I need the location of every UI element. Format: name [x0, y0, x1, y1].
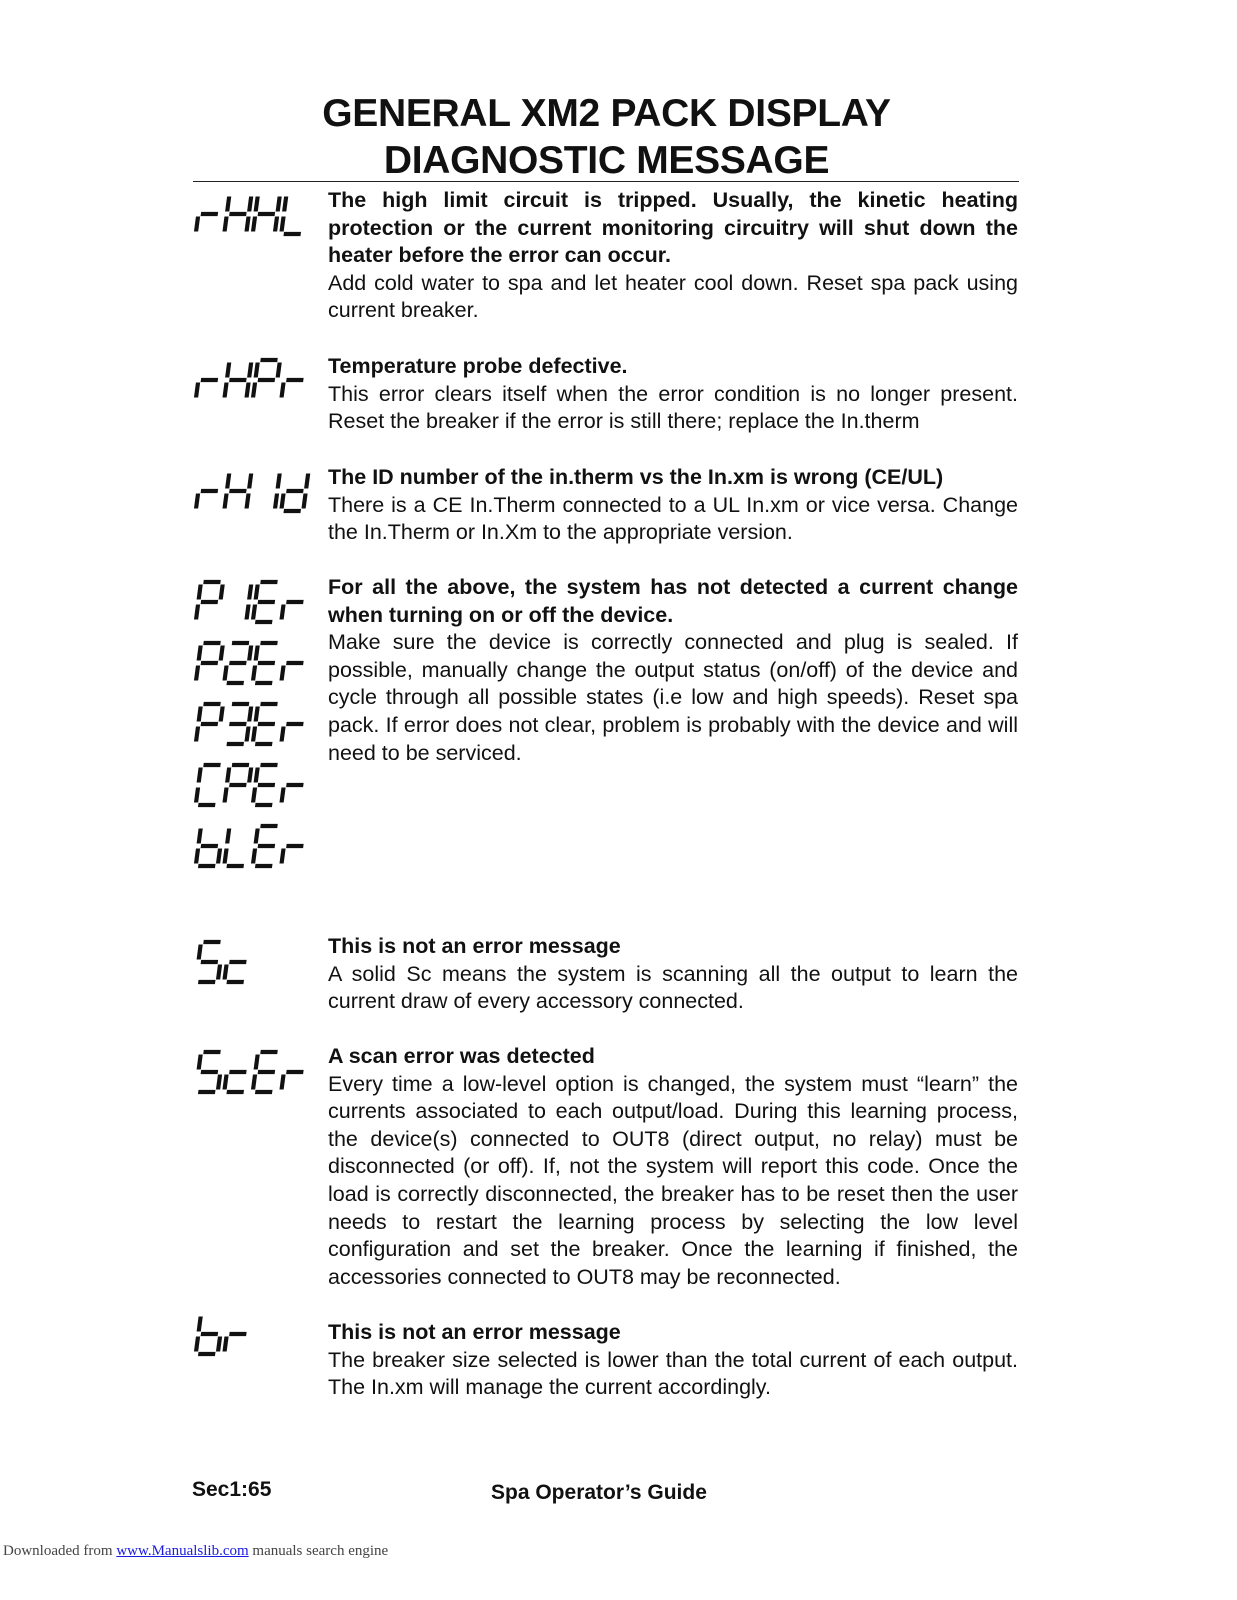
- segment: [196, 849, 198, 864]
- segment-digit: [196, 491, 218, 509]
- segment-digit: [196, 704, 223, 742]
- entry-heading: A scan error was detected: [328, 1044, 595, 1068]
- segment: [253, 1075, 255, 1090]
- segment-digit: [224, 829, 248, 867]
- segment: [227, 474, 229, 489]
- segment: [225, 666, 227, 681]
- entry-body: This error clears itself when the error condition is no longer present. Reset the breaker if the error is still there; replace the In.therm: [328, 381, 1018, 434]
- segment: [199, 768, 201, 783]
- segment: [247, 605, 249, 620]
- error-code-display-br: [193, 1310, 264, 1358]
- diagnostic-entry-temp-probe: [328, 353, 1018, 436]
- segment: [225, 217, 227, 232]
- segment: [284, 197, 286, 212]
- segment: [218, 1337, 220, 1352]
- segment-digit: [196, 1317, 223, 1355]
- download-suffix: manuals search engine: [248, 1543, 389, 1559]
- segment: [253, 788, 255, 803]
- page-title-line-1: GENERAL XM2 PACK DISPLAY: [322, 92, 891, 135]
- segment: [199, 829, 201, 844]
- segment: [282, 217, 284, 232]
- seven-segment-code: [193, 1048, 321, 1096]
- segment: [196, 666, 198, 681]
- segment: [253, 666, 255, 681]
- section-number: Sec1:65: [192, 1478, 272, 1501]
- segment: [221, 585, 223, 600]
- segment: [249, 363, 251, 378]
- segment: [247, 727, 249, 742]
- segment-digit: [275, 474, 280, 509]
- entry-body: Add cold water to spa and let heater cool down. Reset spa pack using current breaker.: [328, 270, 1018, 323]
- segment: [249, 707, 251, 722]
- seven-segment-code: [193, 190, 321, 238]
- segment: [225, 494, 227, 509]
- segment: [218, 849, 220, 864]
- segment: [199, 585, 201, 600]
- segment: [247, 383, 249, 398]
- seven-segment-code: [193, 938, 264, 986]
- segment: [256, 829, 258, 844]
- segment: [196, 383, 198, 398]
- segment: [282, 494, 284, 509]
- segment: [196, 605, 198, 620]
- segment: [282, 383, 284, 398]
- segment: [304, 494, 306, 509]
- segment: [282, 727, 284, 742]
- segment-digit: [282, 602, 304, 620]
- segment-digit: [196, 765, 221, 805]
- error-code-display-Sc: [193, 938, 264, 986]
- guide-title: Spa Operator’s Guide: [491, 1481, 707, 1504]
- seven-segment-code: [193, 822, 321, 870]
- error-code-display-rHId: [193, 467, 321, 515]
- segment: [225, 788, 227, 803]
- segment-digit: [224, 643, 251, 683]
- segment: [199, 646, 201, 661]
- error-code-display-group: [193, 578, 321, 870]
- segment: [256, 646, 258, 661]
- segment: [253, 849, 255, 864]
- segment-digit: [253, 765, 278, 805]
- segment-digit: [225, 474, 252, 509]
- diagnostic-entry-breaker: [328, 1319, 1018, 1402]
- title-divider: [193, 181, 1019, 182]
- segment: [278, 197, 280, 212]
- segment: [227, 768, 229, 783]
- segment-digit: [253, 704, 278, 744]
- entry-heading: This is not an error message: [328, 934, 621, 958]
- segment: [196, 1337, 198, 1352]
- seven-segment-code: [193, 761, 321, 809]
- segment: [249, 646, 251, 661]
- segment-digit: [281, 197, 305, 235]
- diagnostic-entry-high-limit: [328, 187, 1018, 325]
- segment-digit: [253, 643, 278, 683]
- segment-digit: [224, 962, 246, 982]
- segment-digit: [225, 197, 252, 232]
- segment: [218, 965, 220, 980]
- page-title: [195, 90, 1018, 184]
- segment: [282, 849, 284, 864]
- segment: [196, 727, 198, 742]
- segment: [218, 1075, 220, 1090]
- segment-digit: [282, 724, 304, 742]
- segment: [253, 217, 255, 232]
- segment: [253, 383, 255, 398]
- segment-digit: [253, 582, 278, 622]
- segment-digit: [282, 785, 304, 803]
- segment: [256, 585, 258, 600]
- segment: [221, 707, 223, 722]
- segment: [249, 474, 251, 489]
- segment: [253, 727, 255, 742]
- page-title-line-2: DIAGNOSTIC MESSAGE: [383, 139, 830, 182]
- segment: [227, 197, 229, 212]
- segment: [199, 1055, 201, 1070]
- segment-digit: [196, 942, 223, 982]
- segment-digit: [196, 643, 223, 681]
- segment: [275, 494, 277, 509]
- segment: [256, 197, 258, 212]
- segment-digit: [282, 380, 304, 398]
- entry-body: There is a CE In.Therm connected to a UL In.xm or vice versa. Change the In.Therm or In.Xm to the appropriate version.: [328, 492, 1018, 545]
- entry-body: Make sure the device is correctly connected and plug is sealed. If possible, manually change the output status (on/off) of the device and cycle through all possible states (i.e low and high speeds). Reset spa pack. If error does not clear, problem is probably with the device and will need to be serviced.: [328, 630, 1018, 765]
- segment-digit: [196, 380, 218, 398]
- segment-digit: [196, 214, 218, 232]
- segment: [225, 849, 227, 864]
- entry-body: A solid Sc means the system is scanning all the output to learn the current draw of every accessory connected.: [328, 961, 1018, 1014]
- segment-digit: [225, 1334, 247, 1352]
- segment-digit: [253, 826, 278, 866]
- diagnostic-entry-scanning: [328, 933, 1018, 1016]
- segment: [253, 605, 255, 620]
- segment: [282, 666, 284, 681]
- diagnostic-entry-id-mismatch: [328, 464, 1018, 547]
- download-notice: [3, 1543, 388, 1560]
- entry-heading: Temperature probe defective.: [328, 354, 628, 378]
- segment: [196, 788, 198, 803]
- segment: [256, 768, 258, 783]
- download-prefix: Downloaded from: [3, 1543, 117, 1559]
- segment-digit: [247, 585, 252, 620]
- segment: [256, 1055, 258, 1070]
- segment: [249, 585, 251, 600]
- segment: [278, 363, 280, 378]
- segment-digit: [196, 582, 223, 620]
- segment: [247, 494, 249, 509]
- seven-segment-code: [193, 578, 321, 626]
- entry-body: Every time a low-level option is changed, the system must “learn” the currents associated to each output/load. During this learning process, the device(s) connected to OUT8 (direct output, no relay) must be disconnected (or off). If, not the system will report this code. Once the load is correctly disconnected, the breaker has to be reset then the user needs to restart the learning process by selecting the low level configuration and set the breaker. Once the learning if finished, the accessories connected to OUT8 may be reconnected.: [328, 1071, 1018, 1289]
- segment: [249, 197, 251, 212]
- seven-segment-code: [193, 700, 321, 748]
- diagnostic-entry-current-change: [328, 574, 1018, 767]
- segment: [247, 217, 249, 232]
- segment-digit: [282, 846, 304, 864]
- seven-segment-code: [193, 1310, 264, 1358]
- segment: [278, 474, 280, 489]
- seven-segment-code: [193, 356, 321, 404]
- segment: [199, 945, 201, 960]
- segment-digit: [227, 704, 252, 744]
- error-code-display-rHPr: [193, 356, 321, 404]
- segment-digit: [225, 765, 252, 803]
- seven-segment-code: [193, 467, 321, 515]
- segment: [282, 1075, 284, 1090]
- segment: [282, 788, 284, 803]
- error-code-display-rHHL: [193, 190, 321, 238]
- segment: [225, 965, 227, 980]
- manualslib-link[interactable]: www.Manualslib.com: [116, 1543, 249, 1559]
- entry-heading: For all the above, the system has not detected a current change when turning on or off the device.: [328, 575, 1018, 627]
- segment: [227, 363, 229, 378]
- segment-digit: [282, 663, 304, 681]
- segment-digit: [196, 829, 223, 867]
- segment: [249, 768, 251, 783]
- segment-digit: [253, 1052, 278, 1092]
- segment: [199, 1317, 201, 1332]
- seven-segment-code: [193, 639, 321, 687]
- segment: [221, 646, 223, 661]
- segment-digit: [225, 363, 252, 398]
- segment: [199, 707, 201, 722]
- segment: [196, 494, 198, 509]
- segment: [256, 707, 258, 722]
- segment-digit: [281, 474, 308, 512]
- segment: [256, 363, 258, 378]
- segment-digit: [253, 197, 280, 232]
- segment: [225, 1337, 227, 1352]
- entry-heading: The high limit circuit is tripped. Usually, the kinetic heating protection or the current monitoring circuitry will shut down the heater before the error can occur.: [328, 188, 1018, 268]
- segment: [196, 217, 198, 232]
- diagnostic-entry-scan-error: [328, 1043, 1018, 1291]
- segment: [275, 217, 277, 232]
- segment: [306, 474, 308, 489]
- segment-digit: [282, 1072, 304, 1090]
- segment-digit: [253, 360, 280, 398]
- segment-digit: [224, 1072, 246, 1092]
- segment: [225, 383, 227, 398]
- segment: [225, 1075, 227, 1090]
- segment: [227, 829, 229, 844]
- segment-digit: [196, 1052, 223, 1092]
- entry-body: The breaker size selected is lower than the total current of each output. The In.xm will manage the current accordingly.: [328, 1347, 1018, 1400]
- entry-heading: This is not an error message: [328, 1320, 621, 1344]
- segment: [282, 605, 284, 620]
- error-code-display-ScEr: [193, 1048, 321, 1096]
- entry-heading: The ID number of the in.therm vs the In.xm is wrong (CE/UL): [328, 465, 944, 489]
